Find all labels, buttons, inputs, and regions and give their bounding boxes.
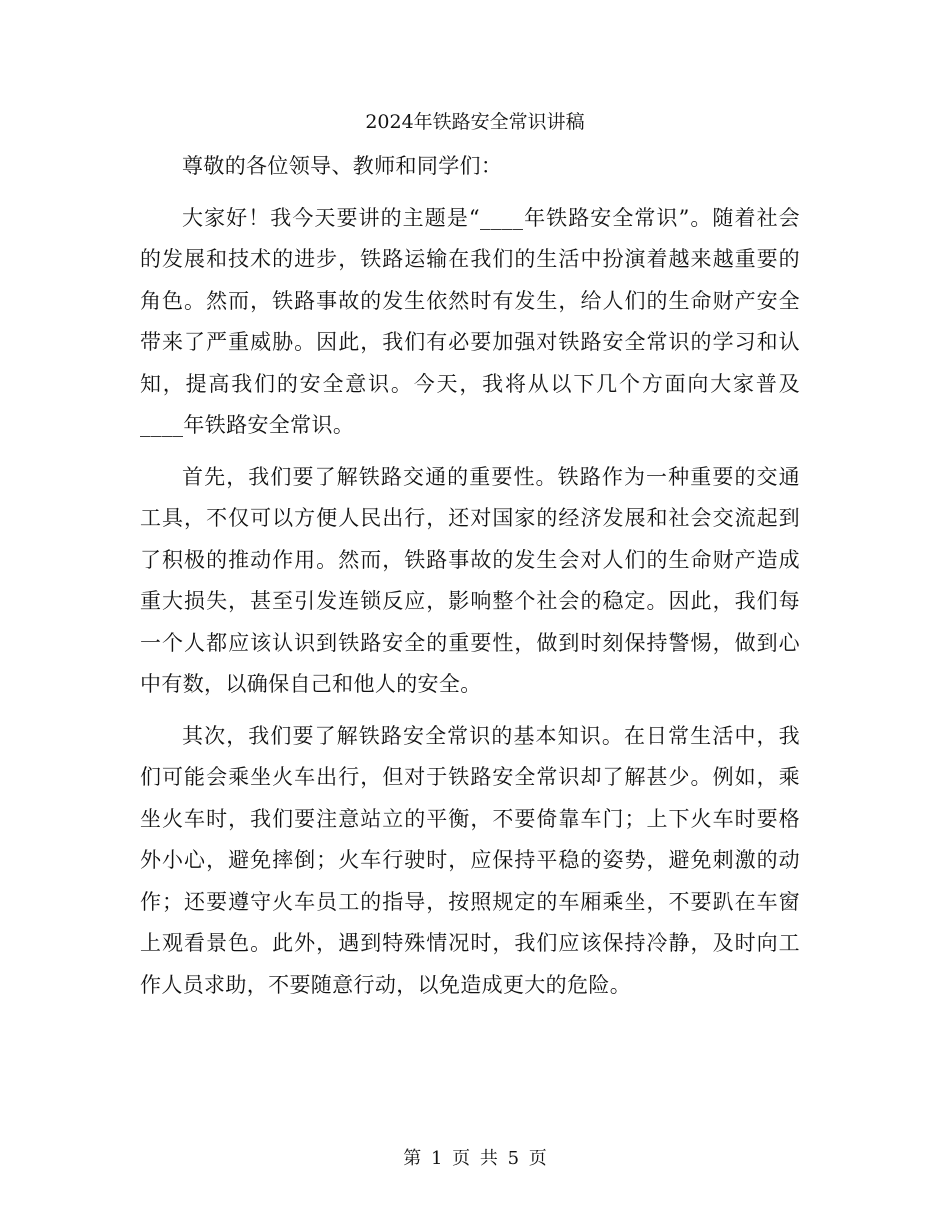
document-body: [140, 146, 800, 1016]
paragraph-intro: 大家好！我今天要讲的主题是“____年铁路安全常识”。随着社会的发展和技术的进步，铁路运输在我们的生活中扮演着越来越重要的角色。然而，铁路事故的发生依然时有发生，给人们的生命财产安全带来了严重威胁。因此，我们有必要加强对铁路安全常识的学习和认知，提高我们的安全意识。今天，我将从以下几个方面向大家普及____年铁路安全常识。: [140, 205, 800, 437]
page-footer: 第 1 页 共 5 页: [403, 1148, 547, 1169]
document-title: 2024年铁路安全常识讲稿: [365, 111, 585, 133]
paragraph-importance: 首先，我们要了解铁路交通的重要性。铁路作为一种重要的交通工具，不仅可以方便人民出行，还对国家的经济发展和社会交流起到了积极的推动作用。然而，铁路事故的发生会对人们的生命财产造成重大损失，甚至引发连锁反应，影响整个社会的稳定。因此，我们每一个人都应该认识到铁路安全的重要性，做到时刻保持警惕，做到心中有数，以确保自己和他人的安全。: [140, 464, 800, 696]
greeting-line: 尊敬的各位领导、教师和同学们：: [182, 154, 503, 178]
paragraph-basic-knowledge: 其次，我们要了解铁路安全常识的基本知识。在日常生活中，我们可能会乘坐火车出行，但对于铁路安全常识却了解甚少。例如，乘坐火车时，我们要注意站立的平衡，不要倚靠车门；上下火车时要格外小心，避免摔倒；火车行驶时，应保持平稳的姿势，避免刺激的动作；还要遵守火车员工的指导，按照规定的车厢乘坐，不要趴在车窗上观看景色。此外，遇到特殊情况时，我们应该保持冷静，及时向工作人员求助，不要随意行动，以免造成更大的危险。: [140, 723, 800, 997]
